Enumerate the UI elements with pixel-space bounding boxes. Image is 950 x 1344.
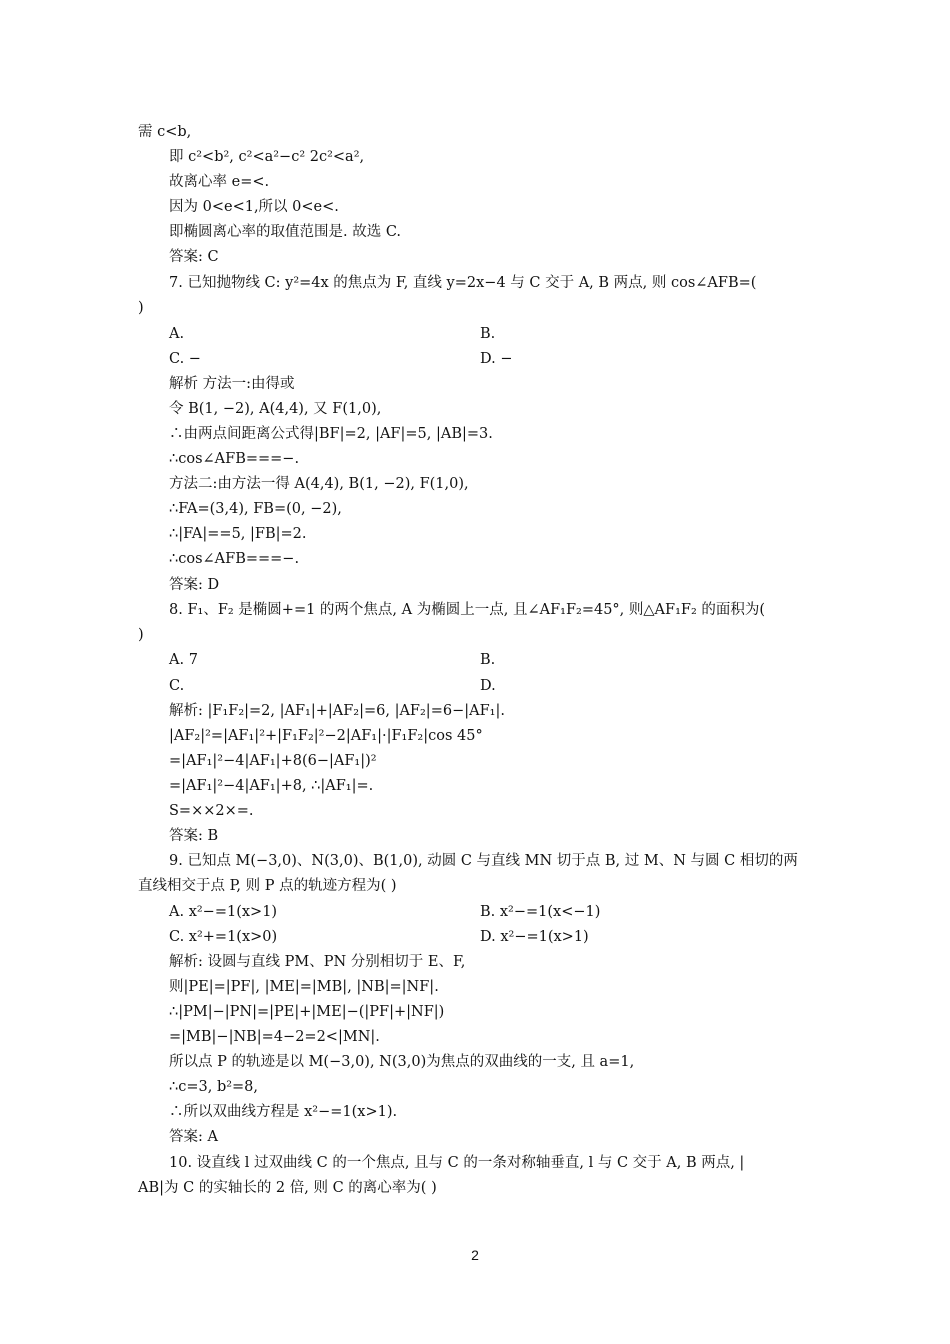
text-line: ∴|PM|−|PN|=|PE|+|ME|−(|PF|+|NF|) xyxy=(169,1004,445,1020)
option-a: A. x²−=1(x>1) xyxy=(169,904,278,920)
text-line: |AF₂|²=|AF₁|²+|F₁F₂|²−2|AF₁|·|F₁F₂|cos 45° xyxy=(169,728,483,744)
text-line: 所以点 P 的轨迹是以 M(−3,0), N(3,0)为焦点的双曲线的一支, 且 a=1, xyxy=(169,1054,635,1070)
text-line: 解析: |F₁F₂|=2, |AF₁|+|AF₂|=6, |AF₂|=6−|AF₁|. xyxy=(169,703,505,719)
question-9: 9. 已知点 M(−3,0)、N(3,0)、B(1,0), 动圆 C 与直线 MN 切于点 B, 过 M、N 与圆 C 相切的两 xyxy=(169,853,798,869)
answer-line: 答案: A xyxy=(169,1129,218,1145)
option-b: B. xyxy=(480,652,496,668)
option-c: C. − xyxy=(169,351,201,367)
text-line: AB|为 C 的实轴长的 2 倍, 则 C 的离心率为( ) xyxy=(138,1180,437,1196)
question-10: 10. 设直线 l 过双曲线 C 的一个焦点, 且与 C 的一条对称轴垂直, l 与 C 交于 A, B 两点, | xyxy=(169,1155,745,1171)
question-8: 8. F₁、F₂ 是椭圆+=1 的两个焦点, A 为椭圆上一点, 且∠AF₁F₂=45°, 则△AF₁F₂ 的面积为( xyxy=(169,602,766,618)
question-7: 7. 已知抛物线 C: y²=4x 的焦点为 F, 直线 y=2x−4 与 C 交于 A, B 两点, 则 cos∠AFB=( xyxy=(169,275,757,291)
text-line: 需 c<b, xyxy=(138,124,192,140)
option-a: A. 7 xyxy=(169,652,198,668)
option-c: C. xyxy=(169,678,185,694)
text-line: ) xyxy=(138,300,144,316)
text-line: ∴cos∠AFB===−. xyxy=(169,451,300,467)
option-d: D. − xyxy=(480,351,513,367)
option-b: B. x²−=1(x<−1) xyxy=(480,904,601,920)
text-line: =|AF₁|²−4|AF₁|+8, ∴|AF₁|=. xyxy=(169,778,374,794)
text-line: ∴|FA|==5, |FB|=2. xyxy=(169,526,307,542)
text-line: ∴由两点间距离公式得|BF|=2, |AF|=5, |AB|=3. xyxy=(169,426,493,442)
text-line: ∴所以双曲线方程是 x²−=1(x>1). xyxy=(169,1104,398,1120)
text-line: ∴c=3, b²=8, xyxy=(169,1079,259,1095)
text-line: 解析 方法一:由得或 xyxy=(169,376,295,392)
option-b: B. xyxy=(480,326,496,342)
answer-line: 答案: D xyxy=(169,577,220,593)
text-line: 解析: 设圆与直线 PM、PN 分别相切于 E、F, xyxy=(169,954,466,970)
page-number: 2 xyxy=(471,1247,479,1263)
text-line: 即 c²<b², c²<a²−c² 2c²<a², xyxy=(169,149,365,165)
option-d: D. x²−=1(x>1) xyxy=(480,929,589,945)
text-line: ∴FA=(3,4), FB=(0, −2), xyxy=(169,501,342,517)
text-line: 方法二:由方法一得 A(4,4), B(1, −2), F(1,0), xyxy=(169,476,469,492)
text-line: =|MB|−|NB|=4−2=2<|MN|. xyxy=(169,1029,380,1045)
text-line: 则|PE|=|PF|, |ME|=|MB|, |NB|=|NF|. xyxy=(169,979,439,995)
text-line: ∴cos∠AFB===−. xyxy=(169,551,300,567)
text-line: 令 B(1, −2), A(4,4), 又 F(1,0), xyxy=(169,401,382,417)
answer-line: 答案: B xyxy=(169,828,219,844)
text-line: ) xyxy=(138,627,144,643)
text-line: 即椭圆离心率的取值范围是. 故选 C. xyxy=(169,224,402,240)
text-line: 直线相交于点 P, 则 P 点的轨迹方程为( ) xyxy=(138,878,397,894)
text-line: S=××2×=. xyxy=(169,803,254,819)
option-a: A. xyxy=(169,326,185,342)
text-line: 因为 0<e<1,所以 0<e<. xyxy=(169,199,339,215)
text-line: 故离心率 e=<. xyxy=(169,174,270,190)
text-line: =|AF₁|²−4|AF₁|+8(6−|AF₁|)² xyxy=(169,753,377,769)
answer-line: 答案: C xyxy=(169,249,219,265)
option-c: C. x²+=1(x>0) xyxy=(169,929,278,945)
option-d: D. xyxy=(480,678,496,694)
